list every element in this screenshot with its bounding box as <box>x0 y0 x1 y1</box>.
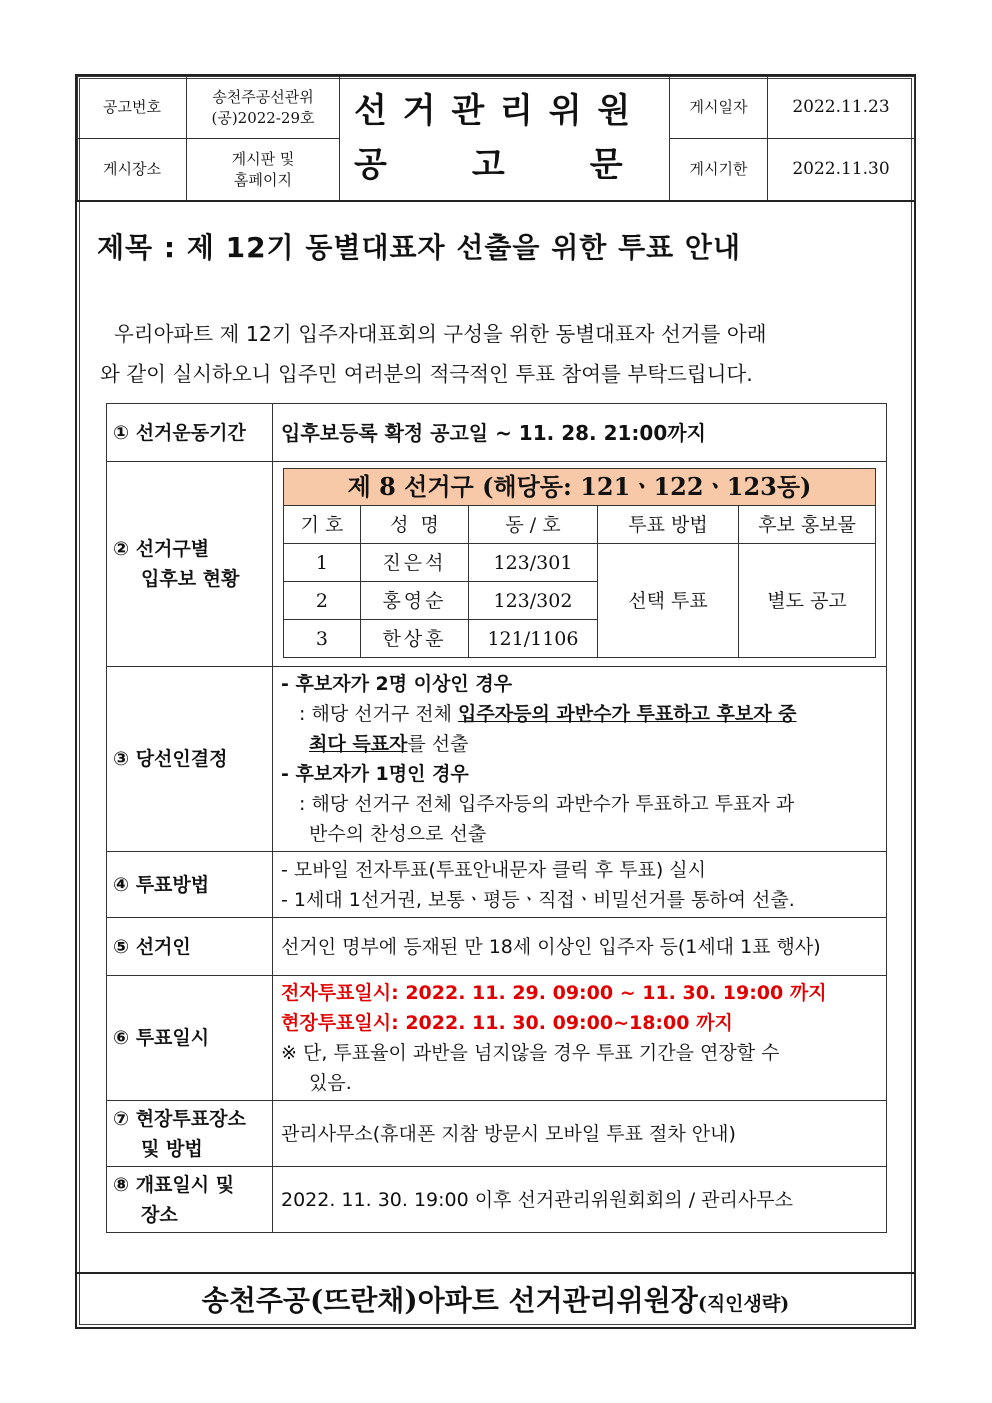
candidate-table <box>283 468 876 658</box>
col-header-unit: 동 / 호 <box>468 506 597 544</box>
row-candidates <box>107 462 887 667</box>
district-title: 제 8 선거구 (해당동: 121ㆍ122ㆍ123동) <box>283 469 875 506</box>
candidate-name: 한상훈 <box>360 620 468 658</box>
vote-extension-note <box>281 1038 878 1068</box>
row-vote-method <box>107 852 887 918</box>
post-date-value: 2022.11.23 <box>768 77 915 139</box>
voters-content: 선거인 명부에 등재된 만 18세 이상인 입주자 등(1세대 1표 행사) <box>273 918 887 976</box>
place-line1: 게시판 및 <box>231 150 295 169</box>
counting-label-line1: ⑧ 개표일시 및 <box>113 1173 235 1196</box>
post-date-label: 게시일자 <box>670 77 768 139</box>
winner-case2-line1: : 해당 선거구 전체 입주자등의 과반수가 투표하고 투표자 과 <box>299 793 795 815</box>
winner-case1-underline1: 입주자등의 과반수가 투표하고 후보자 중 <box>458 703 797 725</box>
notice-header-table <box>77 76 915 201</box>
campaign-period-label: ① 선거운동기간 <box>107 404 273 462</box>
counting-content: 2022. 11. 30. 19:00 이후 선거관리위원회회의 / 관리사무소 <box>273 1167 887 1233</box>
place-line2: 홈페이지 <box>234 170 292 189</box>
vote-extension-line1: ※ 단, 투표율이 과반을 넘지않을 경우 투표 기간을 연장할 수 <box>281 1042 780 1064</box>
vote-method-line2: - 1세대 1선거권, 보통ㆍ평등ㆍ직접ㆍ비밀선거를 통하여 선출. <box>281 888 795 911</box>
row-campaign-period <box>107 404 887 462</box>
notice-no-label: 공고번호 <box>78 77 187 139</box>
table-row <box>283 544 875 582</box>
candidates-label <box>107 462 273 667</box>
candidate-unit: 123/302 <box>468 582 597 620</box>
row-winner-decision <box>107 667 887 852</box>
col-header-no: 기 호 <box>283 506 360 544</box>
notice-no-line2: (공)2022-29호 <box>211 108 315 127</box>
candidate-header-row <box>283 506 875 544</box>
voters-label: ⑤ 선거인 <box>107 918 273 976</box>
col-header-name: 성 명 <box>360 506 468 544</box>
candidate-unit: 121/1106 <box>468 620 597 658</box>
campaign-period-value: 입후보등록 확정 공고일 ~ 11. 28. 21:00까지 <box>273 404 887 462</box>
candidate-no: 1 <box>283 544 360 582</box>
counting-label <box>107 1167 273 1233</box>
col-header-method: 투표 방법 <box>597 506 738 544</box>
vote-method-line1: - 모바일 전자투표(투표안내문자 클릭 후 투표) 실시 <box>281 858 706 881</box>
winner-case1: - 후보자가 2명 이상인 경우 <box>281 673 513 695</box>
onsite-place-label-line2: 및 방법 <box>141 1137 203 1160</box>
footer-signature <box>77 1272 914 1329</box>
winner-case2-line2: 반수의 찬성으로 선출 <box>309 823 487 845</box>
promo-material: 별도 공고 <box>738 544 875 658</box>
intro-line1: 우리아파트 제 12기 입주자대표회의 구성을 위한 동별대표자 선거를 아래 <box>114 322 767 346</box>
candidate-no: 2 <box>283 582 360 620</box>
footer-main: 송천주공(뜨란채)아파트 선거관리위원장 <box>201 1284 698 1317</box>
row-voters <box>107 918 887 976</box>
notice-no-value <box>187 77 340 139</box>
vote-extension-line2: 있음. <box>309 1072 352 1094</box>
vote-method: 선택 투표 <box>597 544 738 658</box>
onsite-place-label <box>107 1101 273 1167</box>
notice-title <box>340 77 670 201</box>
intro-paragraph <box>100 314 890 394</box>
evote-schedule: 전자투표일시: 2022. 11. 29. 09:00 ~ 11. 30. 19:00 까지 <box>281 982 827 1004</box>
onsite-place-label-line1: ⑦ 현장투표장소 <box>113 1107 246 1130</box>
winner-case1-suffix: 를 선출 <box>407 733 469 755</box>
vote-method-label: ④ 투표방법 <box>107 852 273 918</box>
notice-title-line1: 선 거 관 리 위 원 <box>354 90 633 131</box>
row-vote-schedule <box>107 976 887 1101</box>
candidates-label-line2: 입후보 현황 <box>141 568 240 590</box>
winner-case1-detail <box>281 699 878 729</box>
place-label: 게시장소 <box>78 139 187 201</box>
winner-case1-prefix: : 해당 선거구 전체 <box>299 703 459 725</box>
notice-no-line1: 송천주공선관위 <box>212 88 314 107</box>
candidates-cell <box>273 462 887 667</box>
candidates-label-line1: ② 선거구별 <box>113 538 210 560</box>
candidate-name: 홍영순 <box>360 582 468 620</box>
vote-schedule-content <box>273 976 887 1101</box>
onsite-place-content: 관리사무소(휴대폰 지참 방문시 모바일 투표 절차 안내) <box>273 1101 887 1167</box>
counting-label-line2: 장소 <box>141 1203 178 1226</box>
row-counting <box>107 1167 887 1233</box>
intro-line2: 와 같이 실시하오니 입주민 여러분의 적극적인 투표 참여를 부탁드립니다. <box>100 362 753 386</box>
vote-schedule-label: ⑥ 투표일시 <box>107 976 273 1101</box>
subject-title: 제목 : 제 12기 동별대표자 선출을 위한 투표 안내 <box>97 231 742 264</box>
deadline-value: 2022.11.30 <box>768 139 915 201</box>
place-value <box>187 139 340 201</box>
winner-decision-label: ③ 당선인결정 <box>107 667 273 852</box>
header-divider <box>77 200 914 202</box>
footer-note: (직인생략) <box>697 1293 790 1315</box>
deadline-label: 게시기한 <box>670 139 768 201</box>
col-header-promo: 후보 홍보물 <box>738 506 875 544</box>
vote-method-content <box>273 852 887 918</box>
winner-case1-underline2: 최다 득표자 <box>309 733 408 755</box>
election-info-table <box>106 403 887 1233</box>
winner-case2: - 후보자가 1명인 경우 <box>281 763 469 785</box>
candidate-unit: 123/301 <box>468 544 597 582</box>
winner-decision-content <box>273 667 887 852</box>
onsite-vote-schedule: 현장투표일시: 2022. 11. 30. 09:00~18:00 까지 <box>281 1012 733 1034</box>
row-onsite-place <box>107 1101 887 1167</box>
candidate-name: 진은석 <box>360 544 468 582</box>
candidate-no: 3 <box>283 620 360 658</box>
notice-title-line2: 공 고 문 <box>354 144 625 185</box>
winner-case1-detail2 <box>281 729 878 759</box>
